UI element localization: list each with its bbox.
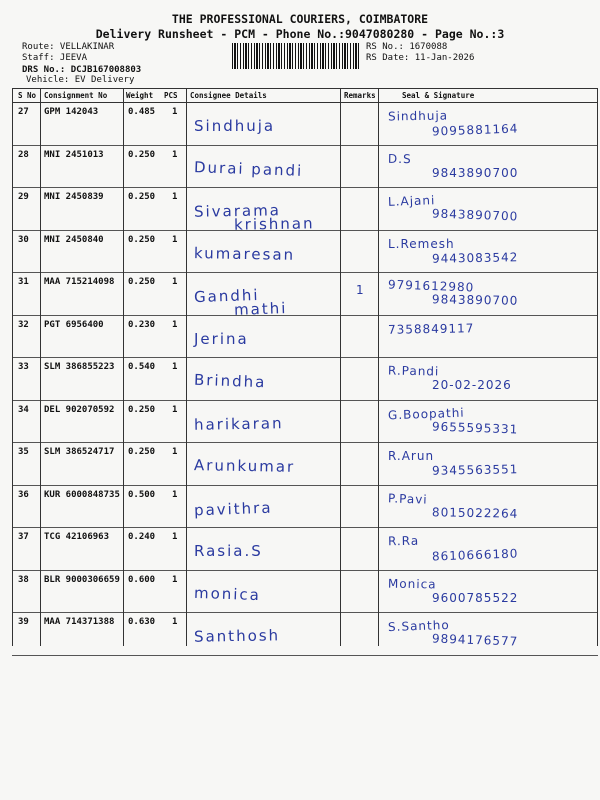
row-signature-phone: 8610666180 (431, 546, 519, 564)
row-signature: D.S (387, 151, 412, 166)
row-signature: R.Pandi (387, 363, 440, 379)
row-sno: 35 (18, 447, 29, 457)
row-pcs: 1 (172, 192, 178, 202)
row-weight: 0.500 (128, 489, 156, 500)
row-signature-phone: 9843890700 (431, 292, 519, 308)
row-consignment-no: MNI 2450840 (44, 234, 104, 245)
row-weight: 0.250 (128, 192, 156, 202)
table-row (12, 486, 598, 529)
row-weight: 0.250 (128, 277, 156, 287)
row-sno: 36 (18, 489, 29, 500)
row-consignment-no: MNI 2450839 (44, 192, 104, 202)
route-label: Route: VELLAKINAR (22, 42, 115, 52)
row-sno: 37 (18, 532, 29, 542)
row-weight: 0.540 (128, 362, 156, 372)
row-sno: 27 (18, 107, 29, 117)
company-title: THE PROFESSIONAL COURIERS, COIMBATORE (171, 12, 429, 26)
row-consignee-handwritten: pavithra (193, 498, 273, 519)
row-consignee-handwritten: harikaran (193, 413, 284, 434)
table-border-left (12, 88, 13, 646)
row-consignee-handwritten: Gandhi (193, 285, 260, 307)
row-consignee-handwritten: kumaresan (193, 243, 296, 264)
row-weight: 0.240 (128, 532, 156, 542)
row-weight: 0.630 (128, 617, 156, 627)
row-signature-phone: 9095881164 (431, 121, 519, 139)
row-weight: 0.250 (128, 149, 156, 160)
row-consignment-no: PGT 6956400 (44, 319, 104, 330)
row-signature: Sindhuja (387, 108, 449, 124)
row-signature-phone: 9894176577 (431, 631, 519, 649)
table-row (12, 273, 598, 319)
row-consignee-handwritten: Sindhuja (194, 117, 276, 135)
row-signature-phone: 9345563551 (431, 462, 519, 478)
row-consignee-handwritten: Sivarama (193, 201, 282, 221)
row-signature-phone: 9843890700 (431, 206, 519, 224)
col-divider (40, 88, 41, 646)
row-consignee-handwritten: Arunkumar (193, 456, 296, 476)
col-remarks: Remarks (344, 91, 376, 100)
row-pcs: 1 (172, 319, 178, 330)
row-weight: 0.250 (128, 447, 156, 457)
row-consignee-handwritten-2: mathi (233, 299, 288, 319)
row-signature: Monica (387, 576, 437, 591)
row-sno: 32 (18, 319, 29, 330)
row-pcs: 1 (172, 107, 178, 117)
row-sno: 31 (18, 277, 29, 287)
table-row (12, 443, 598, 486)
row-consignment-no: BLR 9000306659 (44, 574, 120, 585)
table-row (12, 188, 598, 234)
row-consignment-no: KUR 6000848735 (44, 489, 120, 500)
row-signature: S.Santho (387, 617, 450, 635)
row-pcs: 1 (172, 234, 178, 245)
barcode (232, 43, 360, 69)
rs-number: RS No.: 1670088 (366, 42, 448, 52)
row-pcs: 1 (172, 362, 178, 372)
row-consignment-no: MAA 715214098 (44, 277, 115, 287)
table-border-right (597, 88, 598, 646)
row-consignment-no: SLM 386524717 (44, 447, 115, 457)
table-row (12, 571, 598, 614)
drs-number: DRS No.: DCJB167008803 (22, 65, 142, 75)
table-row (12, 613, 598, 656)
col-weight: Weight (126, 91, 154, 100)
row-sno: 39 (18, 617, 29, 627)
row-sno: 30 (18, 234, 29, 245)
row-signature-phone: 8015022264 (431, 504, 519, 521)
row-remarks: 1 (356, 283, 365, 297)
col-pcs: PCS (164, 91, 178, 100)
vehicle-label: Vehicle: EV Delivery (26, 75, 135, 85)
row-consignment-no: MAA 714371388 (44, 617, 115, 627)
row-consignee-handwritten: Durai pandi (193, 157, 304, 180)
row-consignment-no: GPM 142043 (44, 107, 99, 117)
row-consignee-handwritten: Brindha (193, 370, 267, 392)
row-consignment-no: DEL 902070592 (44, 404, 115, 415)
row-pcs: 1 (172, 532, 178, 542)
row-sno: 29 (18, 192, 29, 202)
row-pcs: 1 (172, 489, 178, 500)
row-pcs: 1 (172, 447, 178, 457)
table-row (12, 103, 598, 146)
row-weight: 0.485 (128, 107, 156, 117)
row-consignment-no: MNI 2451013 (44, 149, 104, 160)
row-signature-phone: 9443083542 (431, 249, 519, 266)
row-weight: 0.250 (128, 404, 156, 415)
row-sno: 38 (18, 574, 29, 585)
rs-date: RS Date: 11-Jan-2026 (366, 53, 475, 63)
table-row (12, 231, 598, 274)
col-signature: Seal & Signature (402, 91, 475, 100)
col-sno: S No (18, 91, 37, 100)
row-signature-phone: 9655595331 (431, 418, 519, 437)
row-weight: 0.250 (128, 234, 156, 245)
table-row (12, 146, 598, 189)
row-signature: 9791612980 (387, 277, 475, 295)
row-pcs: 1 (172, 277, 178, 287)
row-pcs: 1 (172, 617, 178, 627)
row-pcs: 1 (172, 149, 178, 160)
row-consignee-handwritten: Santhosh (193, 626, 281, 646)
row-signature: G.Boopathi (387, 405, 465, 422)
row-sno: 34 (18, 404, 29, 415)
table-row (12, 528, 598, 571)
row-consignee-handwritten: Jerina (194, 329, 249, 348)
row-consignee-handwritten: Rasia.S (194, 542, 263, 560)
row-consignment-no: SLM 386855223 (44, 362, 115, 372)
table-row (12, 358, 598, 401)
row-sno: 28 (18, 149, 29, 160)
table-row (12, 316, 598, 359)
row-sno: 33 (18, 362, 29, 372)
row-signature: L.Remesh (388, 236, 455, 251)
col-divider (186, 88, 187, 646)
row-signature: P.Pavi (387, 490, 428, 507)
row-consignee-handwritten: monica (193, 583, 262, 604)
col-divider (340, 88, 341, 646)
table-header (12, 89, 598, 103)
col-divider (378, 88, 379, 646)
row-pcs: 1 (172, 404, 178, 415)
row-weight: 0.230 (128, 319, 156, 330)
row-consignee-handwritten-2: krishnan (233, 214, 315, 234)
row-signature-phone: 9600785522 (432, 590, 519, 605)
row-signature: R.Arun (388, 449, 435, 463)
consignment-table (12, 88, 598, 656)
row-weight: 0.600 (128, 574, 156, 585)
row-signature-phone: 20-02-2026 (432, 378, 512, 392)
row-signature: R.Ra (387, 533, 420, 549)
runsheet-title: Delivery Runsheet - PCM - Phone No.:9047080280 - Page No.:3 (95, 27, 505, 41)
table-row (12, 401, 598, 444)
row-consignment-no: TCG 42106963 (44, 532, 110, 542)
col-consignment: Consignment No (44, 91, 108, 100)
staff-label: Staff: JEEVA (22, 53, 88, 63)
col-consignee: Consignee Details (190, 91, 267, 100)
col-divider (123, 88, 124, 646)
row-signature: 7358849117 (387, 320, 475, 337)
row-signature: L.Ajani (387, 193, 436, 209)
row-signature-phone: 9843890700 (432, 165, 519, 180)
row-pcs: 1 (172, 574, 178, 585)
